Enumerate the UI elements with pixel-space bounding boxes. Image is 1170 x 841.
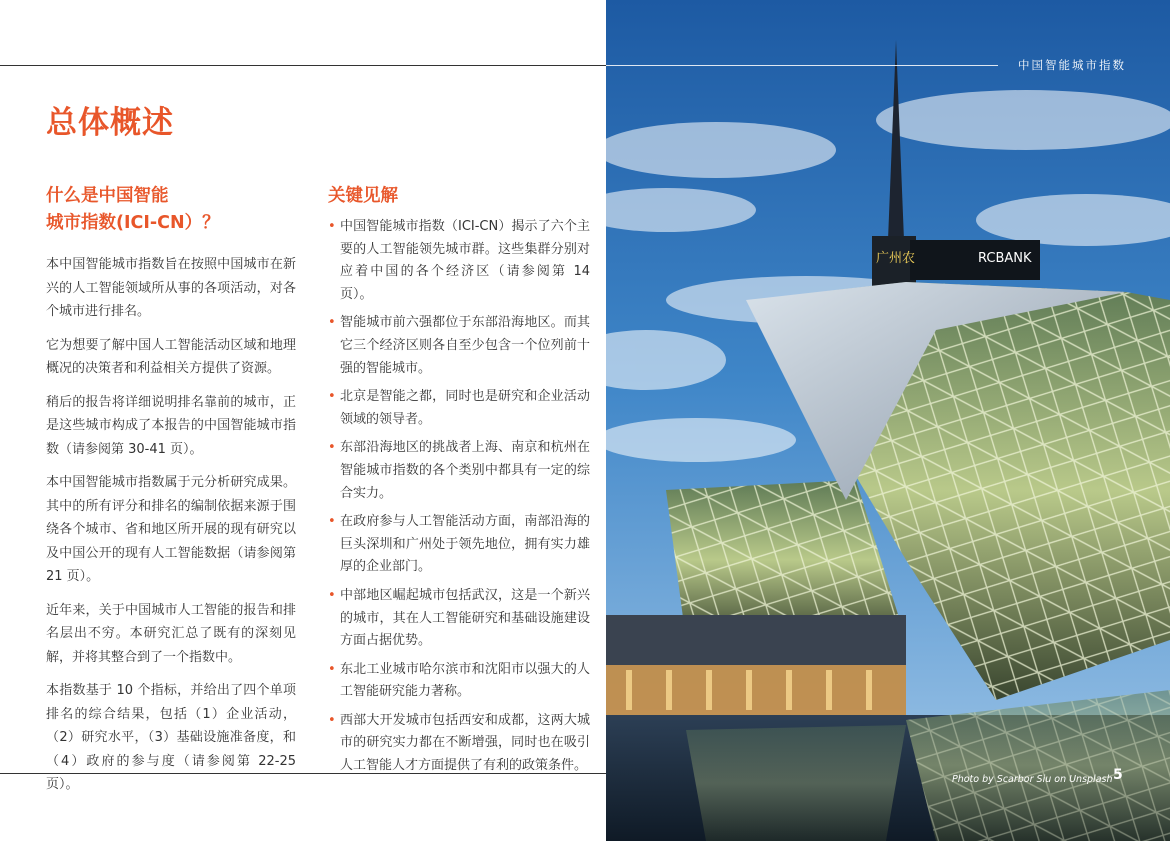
bullet-icon: • <box>328 440 336 456</box>
opera-house-illustration <box>606 0 1170 841</box>
bullet-text: 东部沿海地区的挑战者上海、南京和杭州在智能城市指数的各个类别中都具有一定的综合实力。 <box>340 440 590 501</box>
page-number: 5 <box>1113 767 1123 783</box>
key-insights-section <box>328 183 590 784</box>
bullet-icon: • <box>328 661 336 677</box>
list-item <box>328 511 590 579</box>
heading-line-2: 城市指数(ICI-CN）？ <box>46 213 220 233</box>
bullet-text: 智能城市前六强都位于东部沿海地区。而其它三个经济区则各自至少包含一个位列前十强的智能城市。 <box>340 315 590 376</box>
list-item <box>328 710 590 778</box>
bullet-text: 中部地区崛起城市包括武汉，这是一个新兴的城市，其在人工智能研究和基础设施建设方面占据优势。 <box>340 587 590 649</box>
heading-line-1: 什么是中国智能 <box>46 186 169 206</box>
running-header: 中国智能城市指数 <box>1018 58 1126 72</box>
header-divider <box>606 65 998 66</box>
city-photo <box>606 0 1170 841</box>
paragraph: 它为想要了解中国人工智能活动区域和地理概况的决策者和利益相关方提供了资源。 <box>46 337 296 376</box>
bridge-structure <box>606 615 906 665</box>
paragraph: 本中国智能城市指数属于元分析研究成果。其中的所有评分和排名的编制依据来源于围绕各个城市、省和地区所开展的现有研究以及中国公开的现有人工智能数据（请参阅第 21 页）。 <box>46 475 296 584</box>
bullet-text: 在政府参与人工智能活动方面，南部沿海的巨头深圳和广州处于领先地位，拥有实力雄厚的企业部门。 <box>340 514 590 575</box>
sign-text: 广州农 <box>876 251 916 266</box>
bullet-icon: • <box>328 315 336 331</box>
key-insights-heading: 关键见解 <box>328 186 398 206</box>
bullet-text: 北京是智能之都，同时也是研究和企业活动领域的领导者。 <box>340 389 590 427</box>
page-title: 总体概述 <box>46 105 174 141</box>
paragraph: 近年来，关于中国城市人工智能的报告和排名层出不穷。本研究汇总了既有的深刻见解，并将其整合到了一个指数中。 <box>46 602 296 665</box>
bullet-text: 东北工业城市哈尔滨市和沈阳市以强大的人工智能研究能力著称。 <box>340 661 590 700</box>
sign-bank: RCBANK <box>978 251 1032 266</box>
list-item <box>328 437 590 505</box>
list-item <box>328 216 590 306</box>
what-is-index-heading <box>46 183 296 237</box>
bullet-text: 中国智能城市指数（ICI-CN）揭示了六个主要的人工智能领先城市群。这些集群分别对应着中国的各个经济区（请参阅第 14 页）。 <box>340 219 590 302</box>
photo-credit: Photo by Scarbor Siu on Unsplash <box>952 774 1113 785</box>
bullet-icon: • <box>328 219 336 234</box>
bullet-icon: • <box>328 587 336 603</box>
list-item <box>328 585 590 653</box>
bullet-icon: • <box>328 712 336 728</box>
bullet-icon: • <box>328 514 336 530</box>
list-item <box>328 312 590 380</box>
list-item <box>328 659 590 704</box>
key-insights-list <box>328 216 590 778</box>
paragraph: 稍后的报告将详细说明排名靠前的城市，正是这些城市构成了本报告的中国智能城市指数（请参阅第 30-41 页）。 <box>46 394 296 457</box>
bullet-text: 西部大开发城市包括西安和成都，这两大城市的研究实力都在不断增强，同时也在吸引人工智能人才方面提供了有利的政策条件。 <box>340 712 590 774</box>
bullet-icon: • <box>328 389 336 405</box>
paragraph: 本中国智能城市指数旨在按照中国城市在新兴的人工智能领域所从事的各项活动，对各个城市进行排名。 <box>46 257 296 319</box>
top-divider <box>0 65 606 66</box>
list-item <box>328 386 590 431</box>
what-is-index-section <box>46 183 296 807</box>
paragraph: 本指数基于 10 个指标，并给出了四个单项排名的综合结果，包括（1）企业活动，（2）研究水平，（3）基础设施准备度，和（4）政府的参与度（请参阅第 22-25 页）。 <box>46 683 296 792</box>
